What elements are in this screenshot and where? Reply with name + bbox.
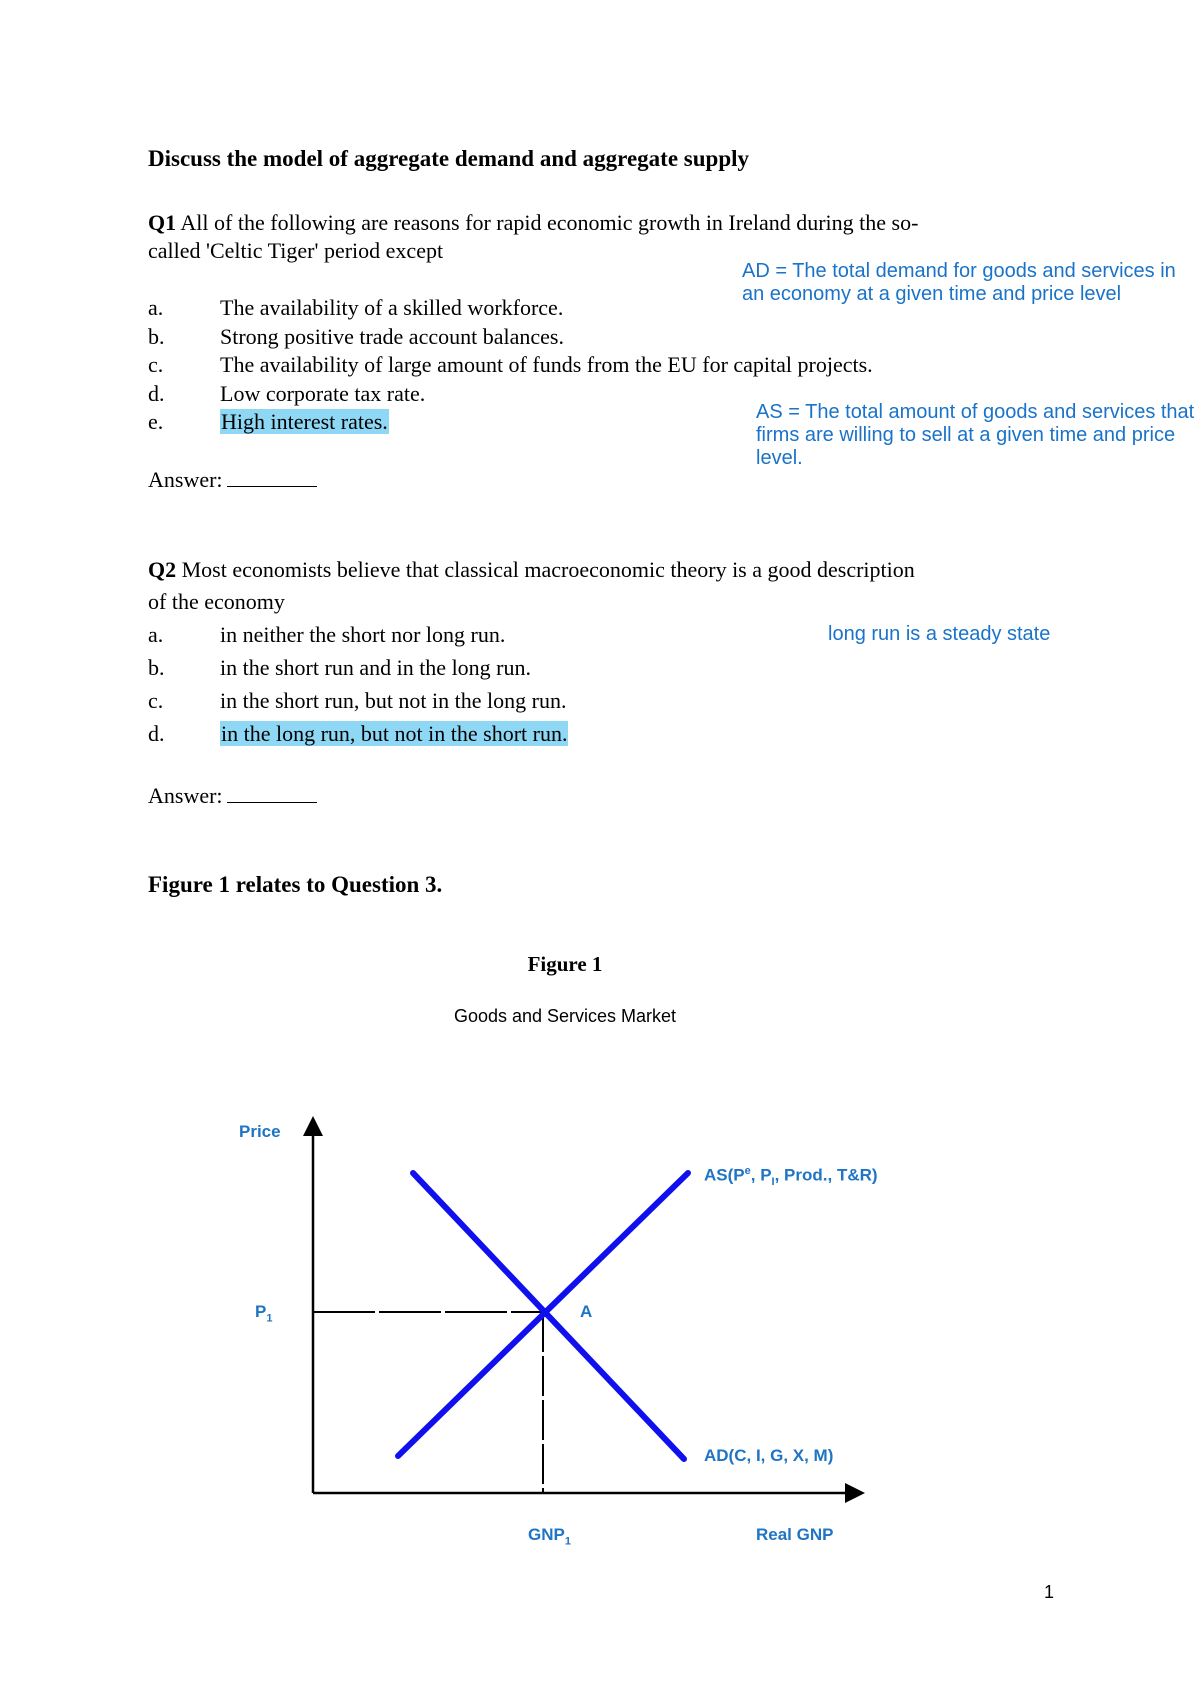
- q1-option-d-letter: d.: [148, 381, 165, 406]
- p1-label: $P_1$: [255, 1302, 273, 1325]
- q2-option-c-letter: c.: [148, 688, 164, 713]
- ad-definition-note: AD = The total demand for goods and services in an economy at a given time and price level: [742, 260, 1176, 305]
- point-a-label: A: [580, 1302, 593, 1321]
- q2-option-b-letter: b.: [148, 655, 165, 680]
- figure-subtitle: Goods and Services Market: [453, 1006, 677, 1026]
- q2-option-d-letter: d.: [148, 721, 165, 746]
- q2-option-a-text: in neither the short nor long run.: [220, 622, 506, 647]
- page-number: 1: [1044, 1582, 1055, 1602]
- figure-title: Figure 1: [527, 952, 603, 976]
- ad-curve-label: AD(C, I, G, X, M): [704, 1446, 834, 1465]
- q1-option-c-letter: c.: [148, 352, 164, 377]
- q2-text-line1: Most economists believe that classical macroeconomic theory is a good description: [181, 557, 915, 582]
- q1-option-a-letter: a.: [148, 295, 164, 320]
- q2-text-line2: of the economy: [148, 589, 285, 614]
- x-axis-label: Real GNP: [756, 1525, 834, 1544]
- page-title: Discuss the model of aggregate demand and aggregate supply: [148, 146, 749, 171]
- q1-option-a-text: The availability of a skilled workforce.: [220, 295, 564, 320]
- q1-answer-label: Answer:: [148, 467, 223, 492]
- long-run-note: long run is a steady state: [828, 623, 1051, 645]
- as-definition-note: AS = The total amount of goods and services that firms are willing to sell at a given time and price level.: [756, 401, 1195, 469]
- q1-option-d-text: Low corporate tax rate.: [220, 381, 426, 406]
- q1-text-line2: called 'Celtic Tiger' period except: [148, 238, 444, 263]
- q1-option-b-letter: b.: [148, 324, 165, 349]
- q2-option-c-text: in the short run, but not in the long run.: [220, 688, 567, 713]
- q1-number: Q1: [148, 210, 177, 235]
- q1-option-e-highlight: High interest rates.: [221, 409, 388, 434]
- q1-option-e-letter: e.: [148, 409, 164, 434]
- q2-option-a-letter: a.: [148, 622, 164, 647]
- q1-text-line1: All of the following are reasons for rapid economic growth in Ireland during the so-: [180, 210, 919, 235]
- q2-option-d-highlight: in the long run, but not in the short run.: [221, 721, 568, 746]
- figure-intro: Figure 1 relates to Question 3.: [148, 872, 443, 897]
- q2-option-b-text: in the short run and in the long run.: [220, 655, 532, 680]
- y-axis-label: Price: [239, 1122, 281, 1141]
- q2-answer-label: Answer:: [148, 783, 223, 808]
- gnp1-label: $GNP_1$: [528, 1525, 571, 1548]
- q2-number: Q2: [148, 557, 177, 582]
- as-curve-label: $AS(P^e$, $P_I$, Prod., T&R): [704, 1165, 878, 1189]
- q1-option-c-text: The availability of large amount of funds from the EU for capital projects.: [220, 352, 873, 377]
- q1-option-b-text: Strong positive trade account balances.: [220, 324, 564, 349]
